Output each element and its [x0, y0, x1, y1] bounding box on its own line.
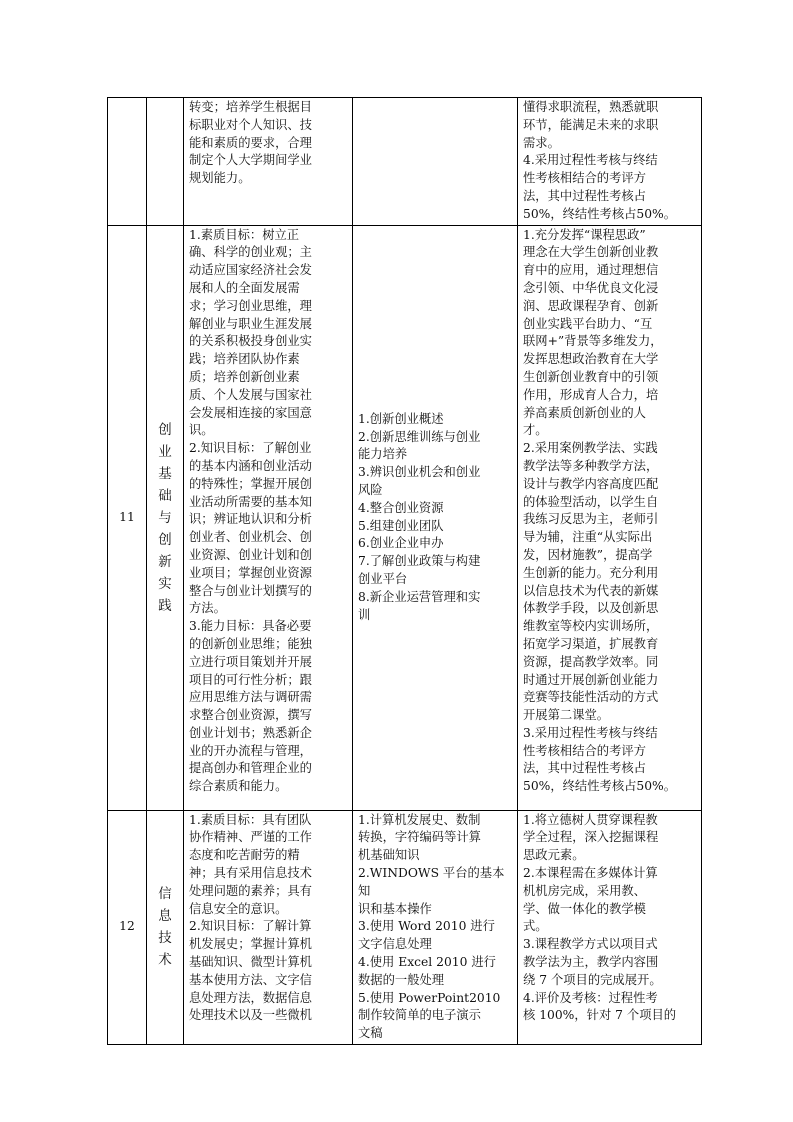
text-line: 2.采用案例教学法、实践: [523, 441, 658, 456]
text-line: 求；学习创业思维，理: [189, 298, 312, 313]
text-line: 确、科学的创业观；主: [189, 245, 312, 260]
text-line: 求整合创业资源，撰写: [189, 708, 312, 723]
text-line: 我练习反思为主，老师引: [523, 512, 659, 527]
text-line: 发，因材施教”，提高学: [523, 547, 653, 562]
text-line: 作用，形成育人合力，培: [523, 387, 659, 402]
text-line: 风险: [358, 482, 383, 497]
requirements-cell: [518, 810, 702, 1044]
text-line: 1.将立德树人贯穿课程教: [523, 812, 658, 827]
text-line: 项目的可行性分析；跟: [189, 672, 312, 687]
text-line: 8.新企业运营管理和实: [358, 589, 481, 604]
table-body: [108, 98, 702, 1045]
text-line: 4.整合创业资源: [358, 500, 444, 515]
row-number-cell: 12: [108, 810, 147, 1044]
text-line: 应用思维方法与调研需: [189, 690, 312, 705]
text-line: 态度和吃苦耐劳的精: [189, 848, 300, 863]
text-line: 才。: [523, 423, 548, 438]
text-line: 神；具有采用信息技术: [189, 865, 312, 880]
course-table: [107, 97, 702, 1045]
text-line: 开展第二课堂。: [523, 708, 610, 723]
text-line: 3.采用过程性考核与终结: [523, 725, 658, 740]
text-line: 识；辨证地认识和分析: [189, 512, 312, 527]
text-line: 转换，字符编码等计算: [358, 830, 481, 845]
text-line: 50%，终结性考核占50%。: [523, 779, 677, 794]
text-line: 整合与创业计划撰写的: [189, 583, 312, 598]
text-line: 导为辅，注重“从实际出: [523, 530, 653, 545]
row-number-cell: [108, 98, 147, 226]
text-line: 1.计算机发展史、数制: [358, 812, 481, 827]
text-line: 6.创业企业申办: [358, 536, 444, 551]
text-line: 协作精神、严谨的工作: [189, 830, 312, 845]
text-line: 质；培养创新创业素: [189, 369, 300, 384]
text-line: 能力培养: [358, 447, 408, 462]
text-line: 1.创新创业概述: [358, 411, 444, 426]
text-line: 念引领、中华优良文化浸: [523, 280, 659, 295]
text-line: 质、个人发展与国家社: [189, 387, 312, 402]
course-name-cell: [147, 810, 184, 1044]
text-line: 2.知识目标：了解计算: [189, 919, 312, 934]
text-line: 拓宽学习渠道，扩展教育: [523, 636, 659, 651]
text-line: 学全过程，深入挖掘课程: [523, 830, 659, 845]
requirements-cell: [518, 98, 702, 226]
text-line: 综合素质和能力。: [189, 779, 288, 794]
text-line: 发挥思想政治教育在大学: [523, 352, 659, 367]
text-line: 竞赛等技能性活动的方式: [523, 690, 659, 705]
text-line: 育中的应用，通过理想信: [523, 263, 659, 278]
text-line: 性考核相结合的考评方: [523, 171, 646, 186]
text-line: 50%，终结性考核占50%。: [523, 206, 677, 221]
content-cell: [353, 98, 518, 226]
text-line: 时通过开展创新创业能力: [523, 672, 659, 687]
text-line: 生创新的能力。充分利用: [523, 565, 659, 580]
text-line: 3.能力目标：具备必要: [189, 619, 312, 634]
text-line: 环节，能满足未来的求职: [523, 117, 659, 132]
course-name-text: 信息技术: [158, 886, 172, 969]
text-line: 业活动所需要的基本知: [189, 494, 312, 509]
text-line: 核 100%，针对 7 个项目的: [523, 1008, 677, 1023]
text-line: 5.组建创业团队: [358, 518, 444, 533]
content-cell: [353, 810, 518, 1044]
text-line: 生创新创业教育中的引领: [523, 369, 659, 384]
text-line: 体教学手段，以及创新思: [523, 601, 659, 616]
text-line: 教学法为主，教学内容围: [523, 954, 659, 969]
text-line: 解创业与职业生涯发展: [189, 316, 312, 331]
row-number-cell: 11: [108, 225, 147, 810]
text-line: 教学法等多种教学方法，: [523, 458, 659, 473]
goals-cell: [184, 98, 353, 226]
text-line: 懂得求职流程，熟悉就职: [523, 100, 659, 114]
text-line: 立进行项目策划并开展: [189, 654, 312, 669]
course-name-text: 创业基础与创新实践: [158, 421, 172, 614]
text-line: 2.知识目标：了解创业: [189, 441, 312, 456]
text-line: 维教室等校内实训场所，: [523, 619, 659, 634]
text-line: 的特殊性；掌握开展创: [189, 476, 312, 491]
text-line: 的体验型活动，以学生自: [523, 494, 659, 509]
text-line: 制作较简单的电子演示: [358, 1008, 481, 1023]
text-line: 4.评价及考核：过程性考: [523, 990, 658, 1005]
text-line: 联网+”背景等多维发力，: [523, 334, 663, 349]
text-line: 会发展相连接的家国意: [189, 405, 312, 420]
text-line: 资源，提高教学效率。同: [523, 654, 659, 669]
text-line: 基本使用方法、文字信: [189, 972, 312, 987]
requirements-cell: [518, 225, 702, 810]
text-line: 处理技术以及一些微机: [189, 1008, 312, 1023]
goals-cell: [184, 225, 353, 810]
text-line: 法，其中过程性考核占: [523, 761, 646, 776]
text-line: 基础知识、微型计算机: [189, 954, 312, 969]
text-line: 式。: [523, 919, 548, 934]
text-line: 业资源、创业计划和创: [189, 547, 312, 562]
text-line: 机发展史；掌握计算机: [189, 937, 312, 952]
text-line: 展和人的全面发展需: [189, 280, 300, 295]
text-line: 标职业对个人知识、技: [189, 117, 312, 132]
text-line: 学、做一体化的教学模: [523, 901, 646, 916]
text-line: 的基本内涵和创业活动: [189, 458, 312, 473]
text-line: 制定个人大学期间学业: [189, 153, 312, 168]
table-row: [108, 225, 702, 810]
text-line: 训: [358, 607, 371, 622]
text-line: 的关系积极投身创业实: [189, 334, 312, 349]
text-line: 3.课程教学方式以项目式: [523, 937, 658, 952]
course-name-cell: [147, 225, 184, 810]
text-line: 能和素质的要求，合理: [189, 135, 312, 150]
content-cell: [353, 225, 518, 810]
text-line: 2.本课程需在多媒体计算: [523, 865, 658, 880]
text-line: 数据的一般处理: [358, 972, 445, 987]
text-line: 的创新创业思维；能独: [189, 636, 312, 651]
text-line: 需求。: [523, 135, 560, 150]
text-line: 创业者、创业机会、创: [189, 530, 312, 545]
text-line: 养高素质创新创业的人: [523, 405, 646, 420]
text-line: 法，其中过程性考核占: [523, 188, 646, 203]
text-line: 信息安全的意识。: [189, 901, 288, 916]
course-name-cell: [147, 98, 184, 226]
goals-cell: [184, 810, 353, 1044]
text-line: 4.采用过程性考核与终结: [523, 153, 658, 168]
text-line: 业的开办流程与管理，: [189, 743, 312, 758]
text-line: 性考核相结合的考评方: [523, 743, 646, 758]
text-line: 识和基本操作: [358, 901, 432, 916]
text-line: 践；培养团队协作素: [189, 352, 300, 367]
text-line: 1.素质目标：具有团队: [189, 812, 312, 827]
text-line: 创业计划书；熟悉新企: [189, 725, 312, 740]
text-line: 动适应国家经济社会发: [189, 263, 312, 278]
text-line: 识。: [189, 423, 214, 438]
text-line: 4.使用 Excel 2010 进行: [358, 954, 496, 969]
text-line: 2.WINDOWS 平台的基本知: [358, 865, 505, 898]
text-line: 以信息技术为代表的新媒: [523, 583, 659, 598]
text-line: 创业平台: [358, 571, 408, 586]
text-line: 2.创新思维训练与创业: [358, 429, 481, 444]
text-line: 业项目；掌握创业资源: [189, 565, 312, 580]
table-row: [108, 98, 702, 226]
text-line: 1.充分发挥“课程思政”: [523, 227, 646, 242]
text-line: 文字信息处理: [358, 937, 432, 952]
text-line: 处理问题的素养；具有: [189, 883, 312, 898]
text-line: 7.了解创业政策与构建: [358, 554, 481, 569]
table-row: [108, 810, 702, 1044]
text-line: 息处理方法，数据信息: [189, 990, 312, 1005]
text-line: 文稿: [358, 1026, 383, 1041]
text-line: 方法。: [189, 601, 226, 616]
text-line: 转变；培养学生根据目: [189, 100, 312, 114]
text-line: 思政元素。: [523, 848, 585, 863]
text-line: 机基础知识: [358, 848, 420, 863]
text-line: 1.素质目标：树立正: [189, 227, 300, 242]
text-line: 创业实践平台助力、“互: [523, 316, 653, 331]
text-line: 规划能力。: [189, 171, 251, 186]
text-line: 3.辨识创业机会和创业: [358, 465, 481, 480]
text-line: 设计与教学内容高度匹配: [523, 476, 659, 491]
text-line: 理念在大学生创新创业教: [523, 245, 659, 260]
text-line: 绕 7 个项目的完成展开。: [523, 972, 662, 987]
text-line: 3.使用 Word 2010 进行: [358, 919, 495, 934]
text-line: 5.使用 PowerPoint2010: [358, 990, 501, 1005]
text-line: 机机房完成，采用教、: [523, 883, 646, 898]
text-line: 提高创办和管理企业的: [189, 761, 312, 776]
text-line: 润、思政课程孕育、创新: [523, 298, 659, 313]
